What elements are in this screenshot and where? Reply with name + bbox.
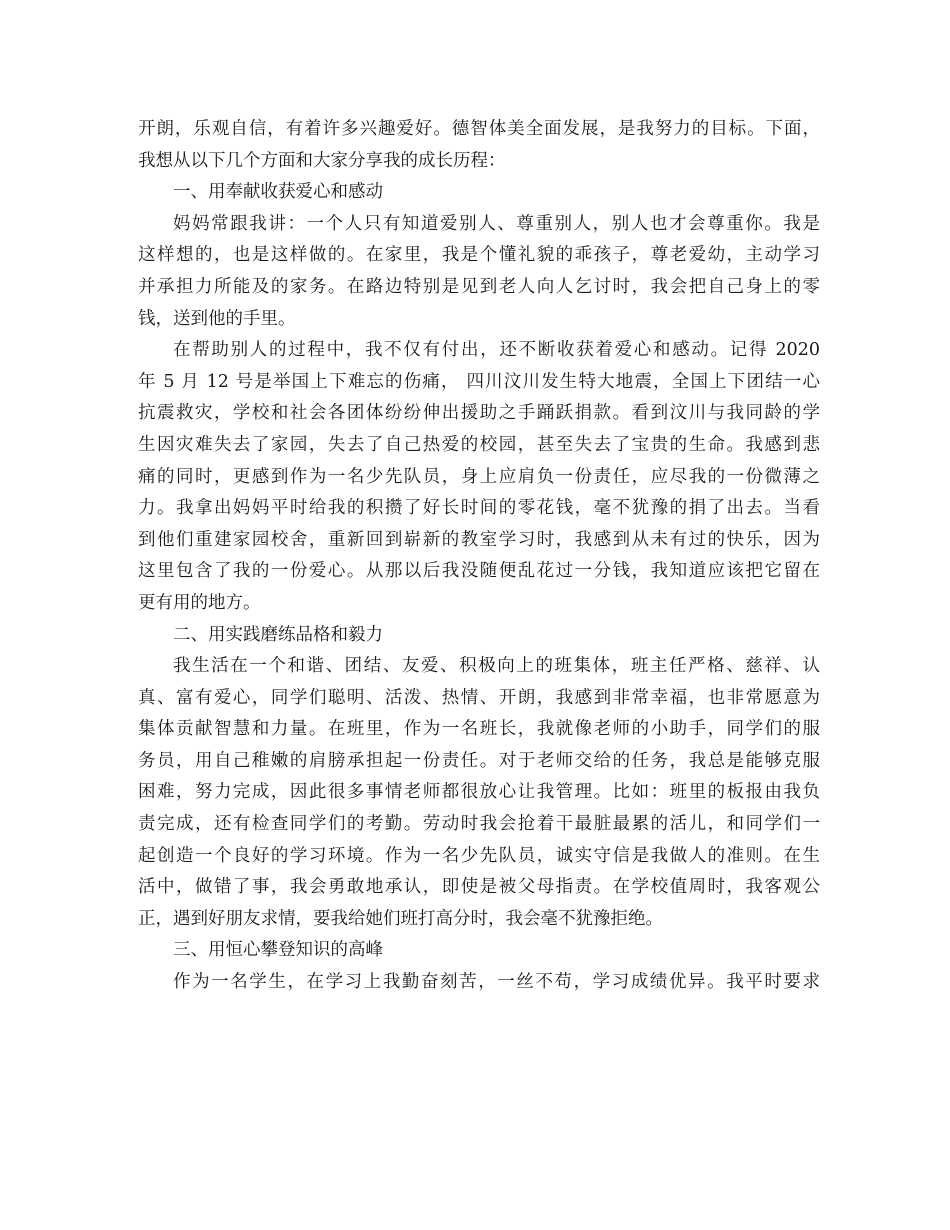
- text-line: 并承担力所能及的家务。在路边特别是见到老人向人乞讨时，我会把自己身上的零: [138, 276, 820, 297]
- text-line: 作为一名学生，在学习上我勤奋刻苦，一丝不苟，学习成绩优异。我平时要求: [173, 972, 820, 993]
- text-line: 困难，努力完成，因此很多事情老师都很放心让我管理。比如：班里的板报由我负: [138, 782, 820, 803]
- text-line: 务员，用自己稚嫩的肩膀承担起一份责任。对于老师交给的任务，我总是能够克服: [138, 750, 820, 771]
- text-line: 年 5 月 12 号是举国上下难忘的伤痛， 四川汶川发生特大地震，全国上下团结一心: [138, 371, 820, 392]
- text-line: 正，遇到好朋友求情，要我给她们班打高分时，我会毫不犹豫拒绝。: [138, 908, 663, 929]
- text-line: 钱，送到他的手里。: [138, 308, 296, 329]
- document-page: [138, 114, 820, 999]
- text-line: 抗震救灾，学校和社会各团体纷纷伸出援助之手踊跃捐款。看到汶川与我同龄的学: [138, 403, 820, 424]
- text-line: 开朗，乐观自信，有着许多兴趣爱好。德智体美全面发展，是我努力的目标。下面，: [138, 119, 820, 139]
- text-line: 妈妈常跟我讲：一个人只有知道爱别人、尊重别人，别人也才会尊重你。我是: [173, 213, 820, 234]
- section-heading: 二、用实践磨练品格和毅力: [173, 624, 383, 645]
- text-line: 责完成，还有检查同学们的考勤。劳动时我会抢着干最脏最累的活儿，和同学们一: [138, 814, 820, 835]
- section-heading: 一、用奉献收获爱心和感动: [173, 182, 383, 203]
- text-line: 生因灾难失去了家园，失去了自己热爱的校园，甚至失去了宝贵的生命。我感到悲: [138, 434, 820, 455]
- text-line: 更有用的地方。: [138, 592, 261, 613]
- text-line: 我想从以下几个方面和大家分享我的成长历程：: [138, 150, 506, 171]
- text-line: 在帮助别人的过程中，我不仅有付出，还不断收获着爱心和感动。记得 2020: [173, 340, 820, 361]
- text-line: 真、富有爱心，同学们聪明、活泼、热情、开朗，我感到非常幸福，也非常愿意为: [138, 687, 820, 708]
- text-line: 我生活在一个和谐、团结、友爱、积极向上的班集体，班主任严格、慈祥、认: [173, 656, 820, 677]
- text-line: 痛的同时，更感到作为一名少先队员，身上应肩负一份责任，应尽我的一份微薄之: [138, 466, 820, 487]
- text-line: 活中，做错了事，我会勇敢地承认，即使是被父母指责。在学校值周时，我客观公: [138, 877, 820, 898]
- section-heading: 三、用恒心攀登知识的高峰: [173, 940, 383, 961]
- text-line: 力。我拿出妈妈平时给我的积攒了好长时间的零花钱，毫不犹豫的捐了出去。当看: [138, 498, 820, 519]
- text-line: 集体贡献智慧和力量。在班里，作为一名班长，我就像老师的小助手，同学们的服: [138, 719, 820, 740]
- text-line: 到他们重建家园校舍，重新回到崭新的教室学习时，我感到从未有过的快乐，因为: [138, 529, 820, 550]
- text-line: 起创造一个良好的学习环境。作为一名少先队员，诚实守信是我做人的准则。在生: [138, 845, 820, 866]
- text-line: 这样想的，也是这样做的。在家里，我是个懂礼貌的乖孩子，尊老爱幼，主动学习: [138, 245, 820, 266]
- text-line: 这里包含了我的一份爱心。从那以后我没随便乱花过一分钱，我知道应该把它留在: [138, 561, 820, 582]
